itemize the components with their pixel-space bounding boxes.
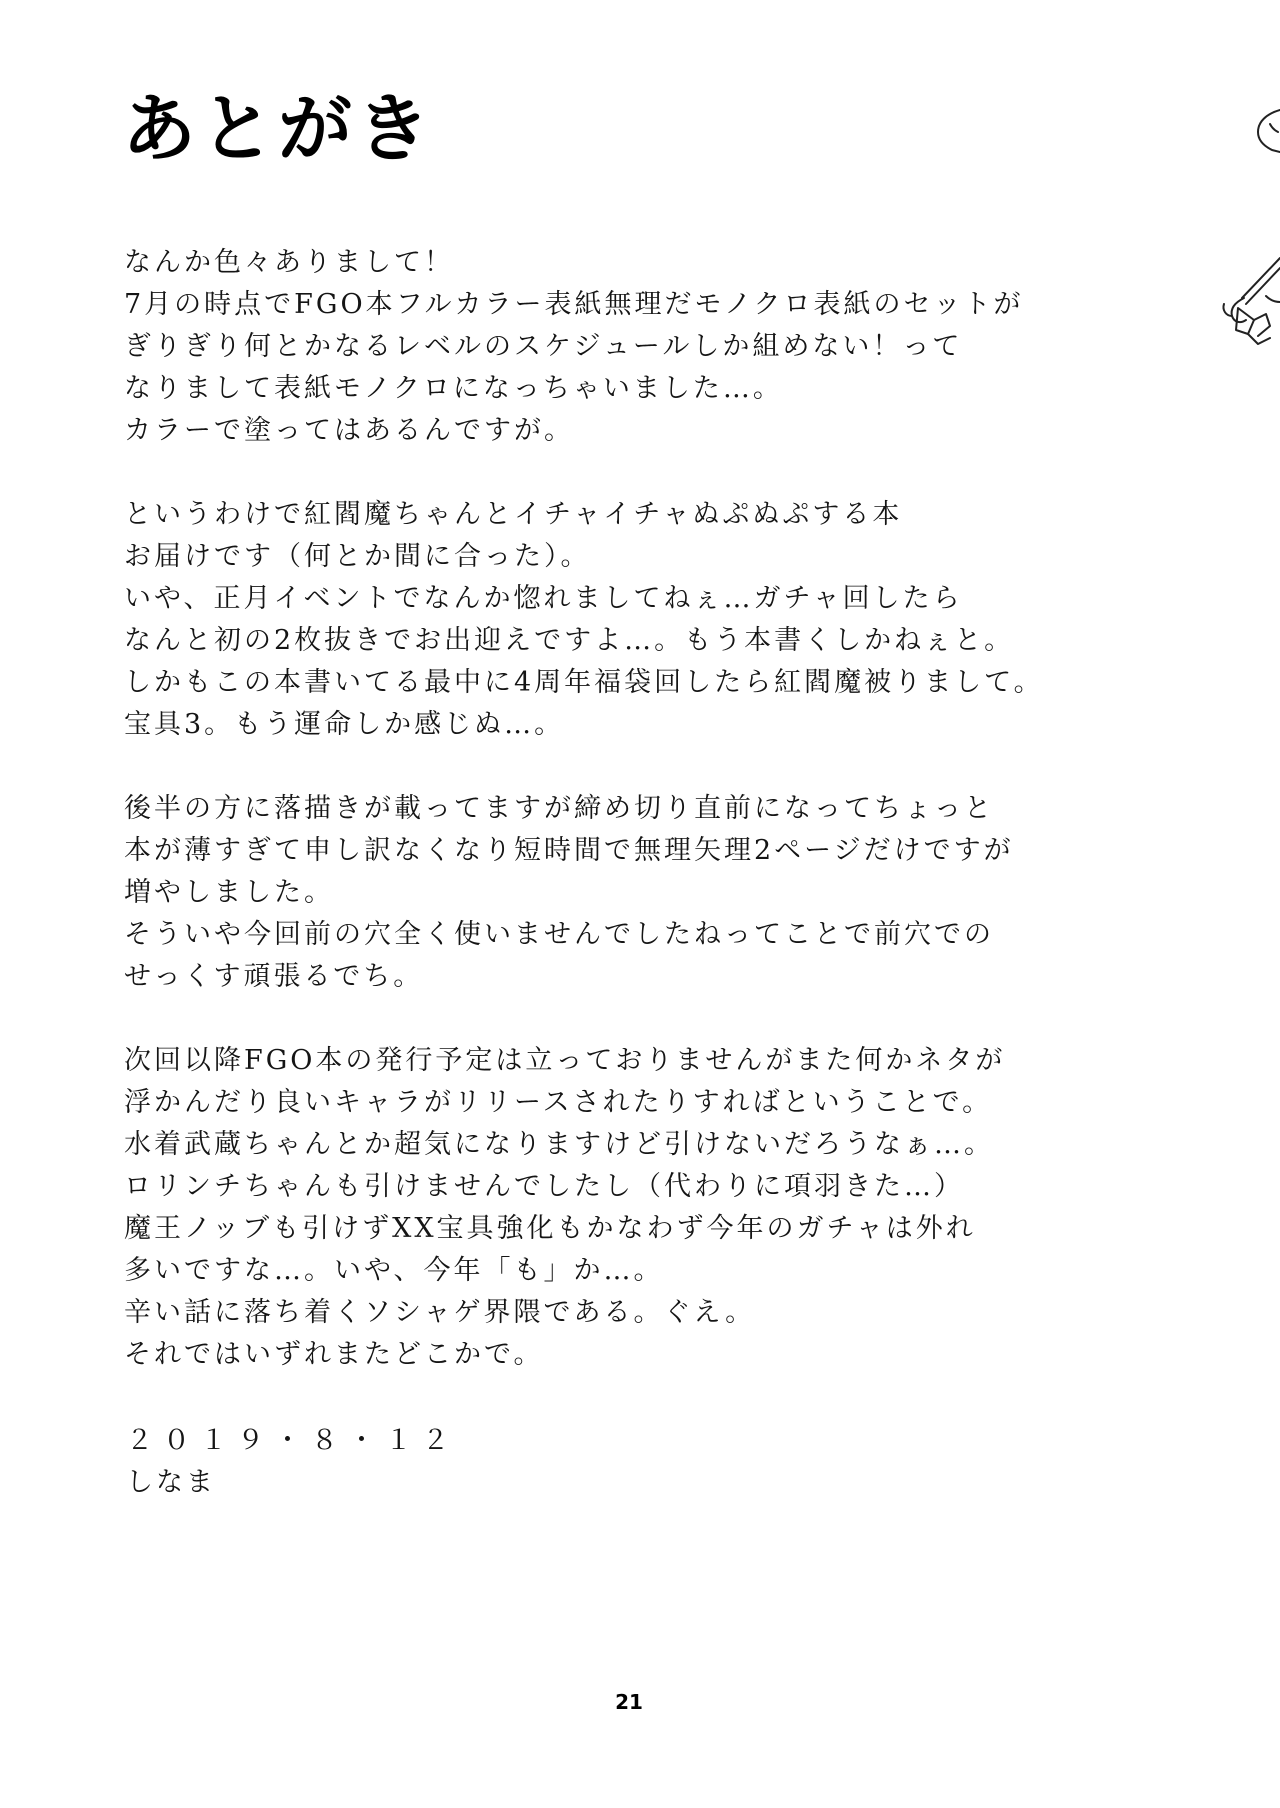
text-line: ぎりぎり何とかなるレベルのスケジュールしか組めない！って	[124, 331, 963, 362]
paragraph-1	[124, 242, 1184, 452]
text-line: 本が薄すぎて申し訳なくなり短時間で無理矢理2ページだけですが	[124, 835, 1014, 866]
text-line: 浮かんだり良いキャラがリリースされたりすればということで。	[124, 1087, 993, 1118]
text-line: いや、正月イベントでなんか惚れましてねぇ…ガチャ回したら	[124, 583, 963, 614]
paragraph-2	[124, 494, 1184, 746]
text-line: なりまして表紙モノクロになっちゃいました…。	[124, 373, 783, 404]
text-line: 後半の方に落描きが載ってますが締め切り直前になってちょっと	[124, 793, 994, 824]
paragraph-3	[124, 788, 1184, 998]
text-line: しかもこの本書いてる最中に4周年福袋回したら紅閻魔被りまして。	[124, 667, 1044, 698]
text-line: それではいずれまたどこかで。	[124, 1339, 544, 1370]
text-line: 水着武蔵ちゃんとか超気になりますけど引けないだろうなぁ…。	[124, 1129, 994, 1160]
corner-sketch-illustration	[1214, 108, 1280, 348]
text-line: なんか色々ありまして！	[124, 247, 454, 278]
afterword-body	[124, 242, 1184, 1418]
page-number: 21	[615, 1690, 643, 1714]
text-line: 増やしました。	[124, 877, 334, 908]
signature-block	[126, 1420, 459, 1504]
text-line: というわけで紅閻魔ちゃんとイチャイチャぬぷぬぷする本	[124, 499, 903, 530]
text-line: そういや今回前の穴全く使いませんでしたねってことで前穴での	[124, 919, 994, 950]
text-line: ロリンチちゃんも引けませんでしたし（代わりに項羽きた…）	[124, 1171, 964, 1202]
text-line: せっくす頑張るでち。	[124, 961, 424, 992]
signature-date: ２０１９・８・１２	[126, 1425, 459, 1456]
text-line: 7月の時点でFGO本フルカラー表紙無理だモノクロ表紙のセットが	[124, 289, 1024, 320]
text-line: 次回以降FGO本の発行予定は立っておりませんがまた何かネタが	[124, 1045, 1006, 1076]
text-line: 多いですな…。いや、今年「も」か…。	[124, 1255, 664, 1286]
signature-author: しなま	[126, 1467, 216, 1498]
text-line: カラーで塗ってはあるんですが。	[124, 415, 574, 446]
paragraph-4	[124, 1040, 1184, 1376]
text-line: 辛い話に落ち着くソシャゲ界隈である。ぐえ。	[124, 1297, 756, 1328]
text-line: お届けです（何とか間に合った）。	[124, 541, 591, 572]
text-line: 宝具3。もう運命しか感じぬ…。	[124, 709, 565, 740]
page-title: あとがき	[122, 86, 434, 172]
text-line: 魔王ノッブも引けずXX宝具強化もかなわず今年のガチャは外れ	[124, 1213, 976, 1244]
text-line: なんと初の2枚抜きでお出迎えですよ…。もう本書くしかねぇと。	[124, 625, 1015, 656]
